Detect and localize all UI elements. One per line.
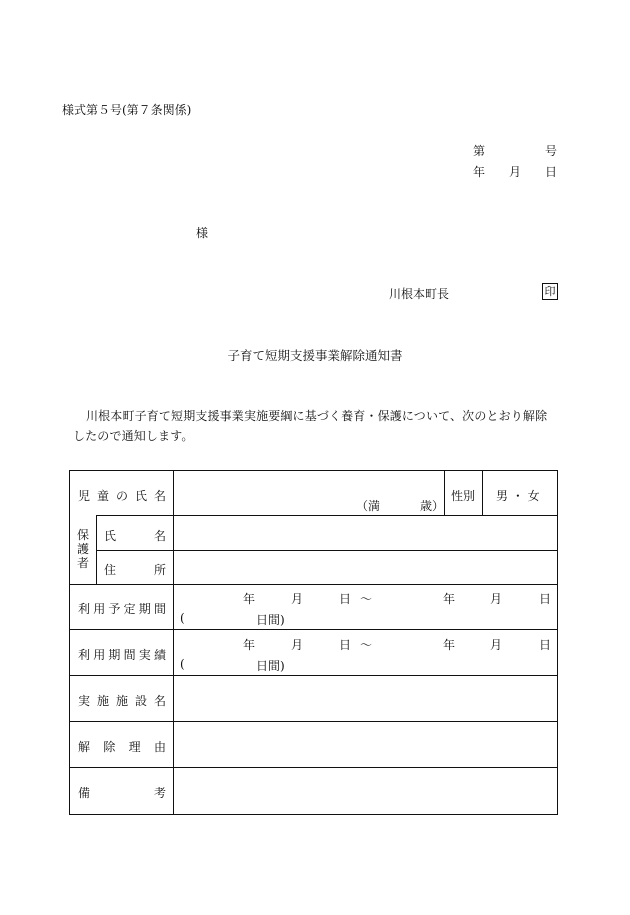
age-close: 歳） <box>420 499 445 513</box>
planned-start-year: 年 <box>243 592 256 606</box>
date-year: 年 <box>473 165 486 179</box>
document-title: 子育て短期支援事業解除通知書 <box>227 348 403 363</box>
planned-period-label: 利 用 予 定 期 間 <box>78 602 166 616</box>
planned-end-month: 月 <box>490 592 503 606</box>
actual-days-close: 日間) <box>256 659 285 673</box>
planned-days-close: 日間) <box>256 613 285 627</box>
issue-date <box>473 163 557 180</box>
form-number: 様式第５号(第７条関係) <box>62 103 192 117</box>
planned-start-day: 日 <box>339 592 352 606</box>
facility-label: 実 施 施 設 名 <box>78 694 166 708</box>
planned-end-year: 年 <box>443 592 456 606</box>
actual-days-open: ( <box>180 657 185 671</box>
remarks-label: 備 考 <box>78 786 166 800</box>
actual-end-day: 日 <box>539 638 552 652</box>
planned-tilde: ～ <box>360 592 373 606</box>
age-open: （満 <box>356 499 381 513</box>
actual-end-month: 月 <box>490 638 503 652</box>
notice-table <box>69 470 558 815</box>
guardian-name-label: 氏 名 <box>104 529 166 543</box>
planned-start-month: 月 <box>291 592 304 606</box>
planned-days-open: ( <box>180 611 185 625</box>
reason-label: 解 除 理 由 <box>78 740 166 754</box>
addressee: 様 <box>196 226 209 240</box>
guardian-address-label: 住 所 <box>104 563 166 577</box>
date-month: 月 <box>508 165 521 179</box>
actual-end-year: 年 <box>443 638 456 652</box>
notice-body: 川根本町子育て短期支援事業実施要綱に基づく養育・保護について、次のとおり解除したので通知します。 <box>73 409 548 443</box>
actual-start-year: 年 <box>243 638 256 652</box>
seal-mark: 印 <box>542 283 558 300</box>
guardian-label: 保 護 者 <box>76 528 89 570</box>
gender-options: 男 ・ 女 <box>496 489 540 503</box>
planned-end-day: 日 <box>539 592 552 606</box>
doc-number-prefix: 第 <box>473 144 486 158</box>
actual-start-month: 月 <box>291 638 304 652</box>
actual-period-label: 利 用 期 間 実 績 <box>78 648 166 662</box>
doc-number-suffix: 号 <box>544 144 557 158</box>
actual-tilde: ～ <box>360 638 373 652</box>
gender-label: 性別 <box>451 489 476 503</box>
child-name-label: 児 童 の 氏 名 <box>78 489 166 503</box>
issuer-name: 川根本町長 <box>389 287 450 301</box>
actual-start-day: 日 <box>339 638 352 652</box>
document-number <box>473 142 557 159</box>
date-day: 日 <box>544 165 557 179</box>
